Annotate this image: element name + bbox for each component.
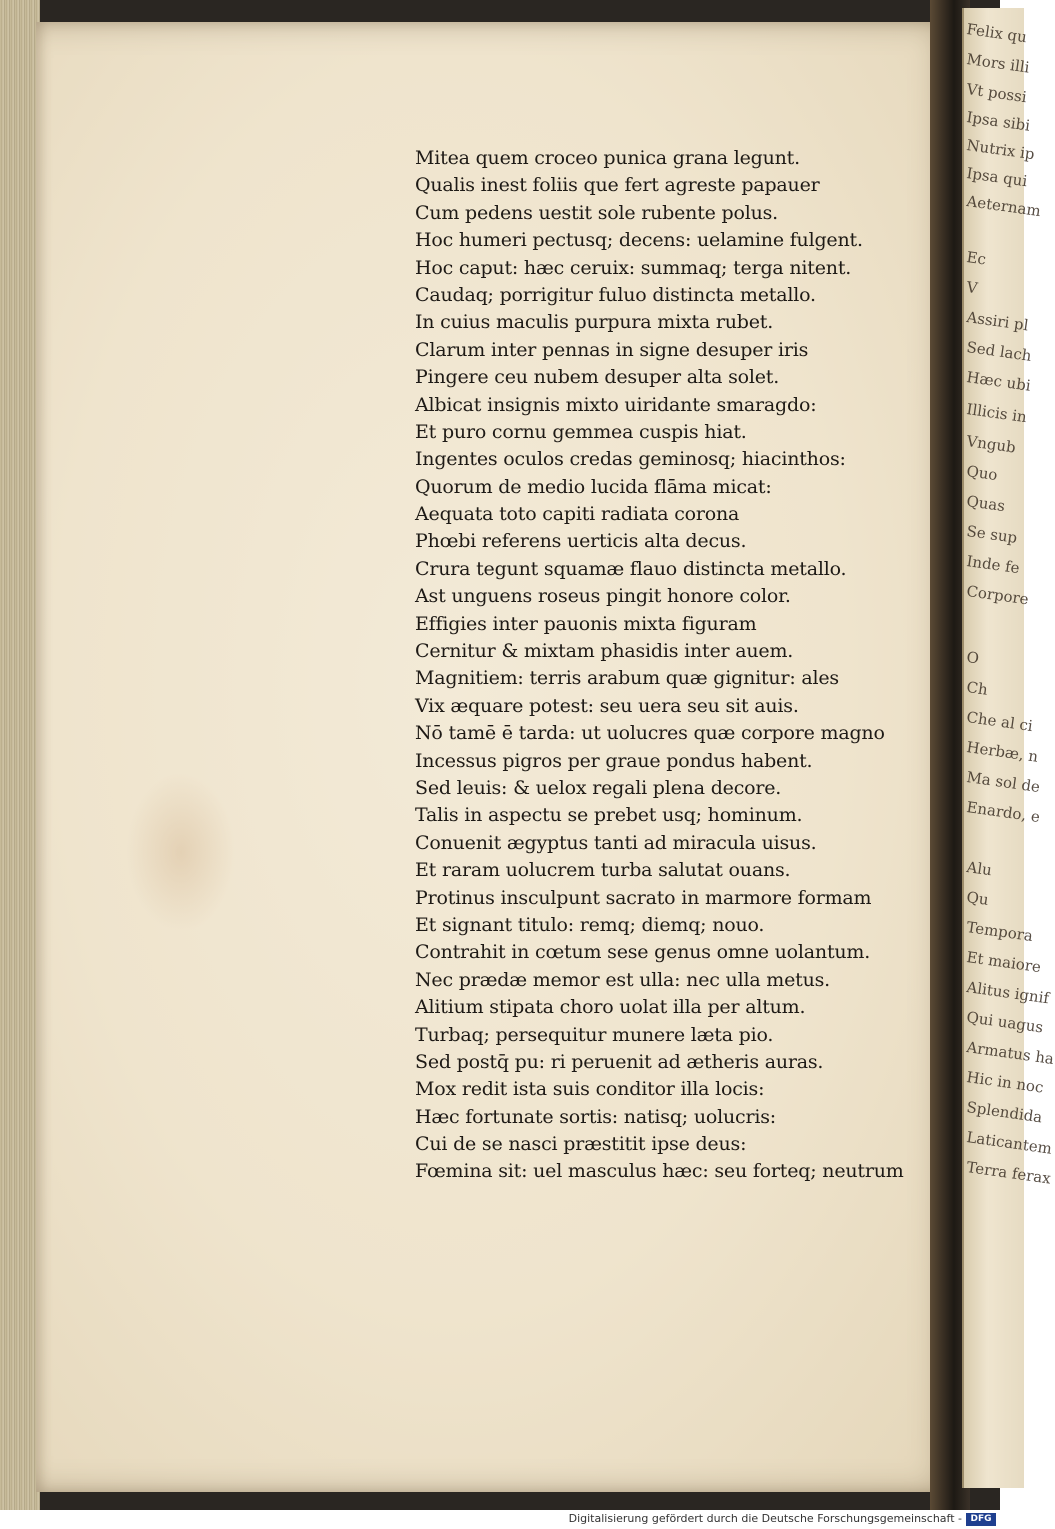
facing-page-fragment: Terra ferax: [965, 1158, 1052, 1188]
facing-page-fragment: Quo: [965, 462, 999, 485]
poem-text-block: [415, 145, 935, 1186]
text-line: Talis in aspectu se prebet usq; hominum.: [415, 804, 803, 827]
facing-page-fragment: Felix qu: [965, 20, 1028, 47]
footer-bar: [0, 1510, 1000, 1529]
facing-page-fragment: Mors illi: [965, 50, 1031, 77]
text-line: Ast unguens roseus pingit honore color.: [415, 585, 791, 608]
facing-page-fragment: V: [965, 278, 979, 298]
facing-page-fragment: Nutrix ip: [965, 136, 1036, 164]
text-line: Sed postq̄ pu: ri peruenit ad ætheris auras.: [415, 1050, 824, 1073]
facing-page-fragment: Alitus ignif: [965, 978, 1051, 1008]
text-line: Mitea quem croceo punica grana legunt.: [415, 147, 800, 169]
text-line: Nec prædæ memor est ulla: nec ulla metus.: [415, 968, 831, 991]
text-line: Albicat insignis mixto uiridante smaragdo:: [415, 393, 817, 416]
facing-page-fragment: Tempora: [965, 918, 1035, 946]
facing-page-fragment: Ec: [965, 248, 988, 269]
text-line: Effigies inter pauonis mixta figuram: [415, 612, 757, 635]
text-line: Clarum inter pennas in signe desuper iris: [415, 338, 809, 361]
text-line: Phœbi referens uerticis alta decus.: [415, 530, 747, 553]
text-line: Turbaq; persequitur munere læta pio.: [415, 1023, 774, 1046]
text-line: Cernitur & mixtam phasidis inter auem.: [415, 640, 794, 663]
paper-stain: [126, 772, 236, 932]
facing-page-fragment: Quas: [965, 492, 1007, 516]
text-line: Hoc caput: hæc ceruix: summaq; terga nitent.: [415, 256, 852, 279]
facing-page-fragment: Corpore: [965, 582, 1030, 609]
facing-page-fragment: O: [965, 648, 981, 668]
facing-page-fragment: Hæc ubi: [965, 368, 1032, 395]
facing-page-fragment: Qui uagus: [965, 1008, 1045, 1037]
facing-page-fragment: Herbæ, n: [965, 738, 1040, 766]
text-line: Alitium stipata choro uolat illa per altum.: [415, 996, 806, 1019]
facing-page-fragment: Hic in noc: [965, 1068, 1045, 1097]
text-line: Incessus pigros per graue pondus habent.: [415, 749, 813, 772]
facing-page-fragment: Qu: [965, 888, 990, 909]
facing-page-fragment: Assiri pl: [965, 308, 1030, 335]
text-line: Fœmina sit: uel masculus hæc: seu forteq; neutrum: [415, 1160, 904, 1183]
text-line: Et signant titulo: remq; diemq; nouo.: [415, 913, 765, 936]
text-line: Aequata toto capiti radiata corona: [415, 503, 740, 526]
facing-page-fragment: Enardo, e: [965, 798, 1042, 827]
text-line: Conuenit ægyptus tanti ad miracula uisus.: [415, 831, 817, 854]
facing-page-fragment: Et maiore: [965, 948, 1043, 977]
facing-page-fragment: Ma sol de: [965, 768, 1042, 797]
facing-page: [962, 8, 1055, 1488]
facing-page-fragment: Inde fe: [965, 552, 1021, 578]
text-line: Ingentes oculos credas geminosq; hiacinthos:: [415, 448, 846, 471]
text-line: Vix æquare potest: seu uera seu sit auis.: [415, 694, 799, 717]
text-line: Sed leuis: & uelox regali plena decore.: [415, 776, 782, 799]
text-line: Qualis inest foliis que fert agreste papauer: [415, 174, 820, 197]
facing-page-fragment: Vt possi: [965, 80, 1028, 107]
text-line: In cuius maculis purpura mixta rubet.: [415, 311, 774, 334]
text-line: Magnitiem: terris arabum quæ gignitur: ales: [415, 667, 839, 690]
facing-page-fragment: Aeternam: [965, 192, 1042, 221]
text-line: Crura tegunt squamæ flauo distincta metallo.: [415, 557, 847, 580]
text-line: Et puro cornu gemmea cuspis hiat.: [415, 420, 747, 443]
facing-page-fragment: Alu: [965, 858, 994, 880]
facing-page-fragment: Se sup: [965, 522, 1019, 547]
text-line: Caudaq; porrigitur fuluo distincta metallo.: [415, 283, 816, 306]
text-line: Pingere ceu nubem desuper alta solet.: [415, 366, 780, 389]
funding-credit: Digitalisierung gefördert durch die Deutsche Forschungsgemeinschaft -: [568, 1512, 962, 1525]
facing-page-fragment: Armatus ha: [965, 1038, 1055, 1069]
page-stack-edges: [0, 0, 40, 1510]
facing-page-fragment: Vngub: [965, 432, 1017, 457]
text-line: Mox redit ista suis conditor illa locis:: [415, 1078, 765, 1101]
facing-page-fragment: Ch: [965, 678, 989, 699]
text-line: Protinus insculpunt sacrato in marmore formam: [415, 886, 872, 909]
facing-page-fragment: Sed lach: [965, 338, 1033, 365]
facing-page-fragment: Che al ci: [965, 708, 1034, 736]
text-line: Et raram uolucrem turba salutat ouans.: [415, 859, 791, 882]
facing-page-fragment: Ipsa qui: [965, 164, 1029, 191]
facing-page-fragment: Illicis in: [965, 400, 1028, 427]
facing-page-fragment: Splendida: [965, 1098, 1044, 1127]
text-line: Quorum de medio lucida flāma micat:: [415, 475, 772, 498]
facing-page-fragment: Ipsa sibi: [965, 108, 1032, 135]
text-line: Cui de se nasci præstitit ipse deus:: [415, 1133, 747, 1156]
text-line: Cum pedens uestit sole rubente polus.: [415, 201, 779, 224]
text-line: Contrahit in cœtum sese genus omne uolantum.: [415, 941, 871, 964]
text-line: Hæc fortunate sortis: natisq; uolucris:: [415, 1105, 776, 1128]
dfg-logo: DFG: [966, 1513, 996, 1526]
text-line: Nō tamē ē tarda: ut uolucres quæ corpore magno: [415, 722, 885, 745]
text-line: Hoc humeri pectusq; decens: uelamine fulgent.: [415, 229, 863, 252]
facing-page-fragment: Laticantem: [965, 1128, 1054, 1158]
